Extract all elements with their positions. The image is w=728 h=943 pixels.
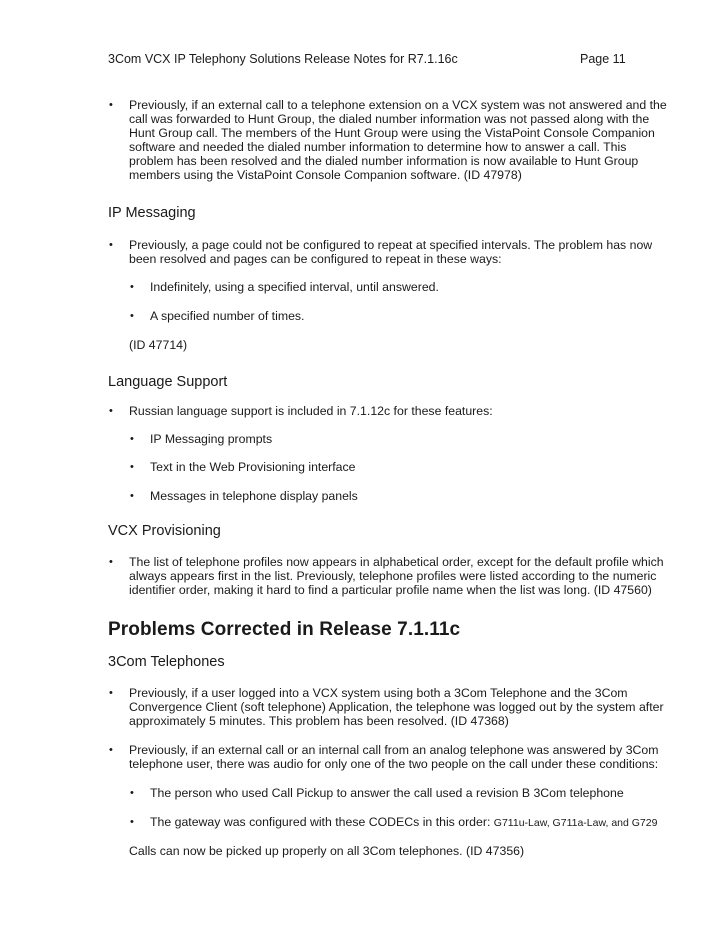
sub-bullet-icon: •	[130, 433, 134, 445]
header-page-number: Page 11	[580, 52, 626, 66]
paragraph-line: Previously, if a user logged into a VCX system using both a 3Com Telephone and the 3Com	[129, 686, 628, 700]
list-item: Messages in telephone display panels	[150, 489, 358, 503]
paragraph-line: software and needed the dialed number information to determine how to answer a call. This	[129, 140, 627, 154]
sub-bullet-icon: •	[130, 816, 134, 828]
paragraph-line: call was forwarded to Hunt Group, the dialed number information was not passed along with the	[129, 112, 650, 126]
list-item: The person who used Call Pickup to answer the call used a revision B 3Com telephone	[150, 786, 624, 800]
sub-bullet-icon: •	[130, 787, 134, 799]
paragraph-line: always appears first in the list. Previously, telephone profiles were listed according to the numeric	[129, 569, 657, 583]
paragraph-line: Russian language support is included in 7.1.12c for these features:	[129, 404, 493, 418]
bullet-icon: •	[109, 744, 113, 756]
section-heading-3com-telephones: 3Com Telephones	[108, 654, 225, 670]
codec-list: G711u-Law, G711a-Law, and G729	[493, 817, 658, 829]
paragraph-line: identifier order, making it hard to find a particular profile name when the list was long. (ID 47560)	[129, 583, 652, 597]
paragraph-line: Convergence Client (soft telephone) Application, the telephone was logged out by the system after	[129, 700, 664, 714]
list-item: Text in the Web Provisioning interface	[150, 460, 356, 474]
sub-bullet-icon: •	[130, 461, 134, 473]
list-item: Indefinitely, using a specified interval, until answered.	[150, 280, 439, 294]
chapter-heading: Problems Corrected in Release 7.1.11c	[108, 619, 461, 640]
section-heading-vcx-provisioning: VCX Provisioning	[108, 523, 221, 539]
issue-id: (ID 47714)	[129, 338, 188, 352]
bullet-icon: •	[109, 687, 113, 699]
paragraph-line: The list of telephone profiles now appears in alphabetical order, except for the default profile which	[129, 555, 664, 569]
paragraph-line: problem has been resolved and the dialed number information is now available to Hunt Group	[129, 154, 639, 168]
list-item-text: The gateway was configured with these CODECs in this order:	[150, 815, 494, 829]
section-heading-language-support: Language Support	[108, 374, 228, 390]
paragraph-line: Calls can now be picked up properly on all 3Com telephones. (ID 47356)	[129, 844, 525, 858]
bullet-icon: •	[109, 405, 113, 417]
paragraph-line: Hunt Group call. The members of the Hunt Group were using the VistaPoint Console Companion	[129, 126, 655, 140]
section-heading-ip-messaging: IP Messaging	[108, 205, 196, 221]
paragraph-line: approximately 5 minutes. This problem has been resolved. (ID 47368)	[129, 714, 509, 728]
list-item	[150, 815, 657, 830]
paragraph-line: telephone user, there was audio for only one of the two people on the call under these conditions:	[129, 757, 659, 771]
paragraph-line: members using the VistaPoint Console Companion software. (ID 47978)	[129, 168, 522, 182]
list-item: A specified number of times.	[150, 309, 305, 323]
sub-bullet-icon: •	[130, 310, 134, 322]
paragraph-line: Previously, if an external call or an internal call from an analog telephone was answered by 3Com	[129, 743, 659, 757]
bullet-icon: •	[109, 99, 113, 111]
bullet-icon: •	[109, 239, 113, 251]
list-item: IP Messaging prompts	[150, 432, 273, 446]
sub-bullet-icon: •	[130, 281, 134, 293]
paragraph-line: been resolved and pages can be configured to repeat in these ways:	[129, 252, 502, 266]
sub-bullet-icon: •	[130, 490, 134, 502]
header-title: 3Com VCX IP Telephony Solutions Release Notes for R7.1.16c	[108, 52, 458, 66]
bullet-icon: •	[109, 556, 113, 568]
paragraph-line: Previously, if an external call to a telephone extension on a VCX system was not answered and the	[129, 98, 667, 112]
paragraph-line: Previously, a page could not be configured to repeat at specified intervals. The problem has now	[129, 238, 653, 252]
